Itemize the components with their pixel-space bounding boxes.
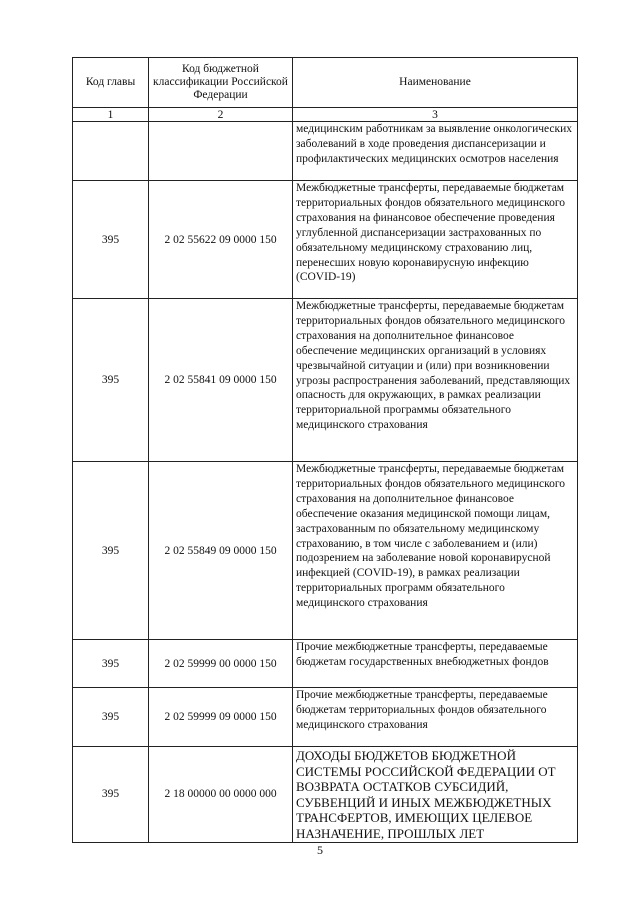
table-row [73, 181, 578, 299]
budget-code-cell: 2 02 59999 00 0000 150 [149, 640, 293, 688]
name-cell: Прочие межбюджетные трансферты, передаваемые бюджетам государственных внебюджетных фондов [293, 640, 578, 688]
name-cell: Прочие межбюджетные трансферты, передаваемые бюджетам территориальных фондов обязательного медицинского страхования [293, 688, 578, 747]
column-number: 1 [73, 108, 149, 122]
table-row [73, 688, 578, 747]
table-row [73, 299, 578, 462]
budget-code-cell: 2 02 55849 09 0000 150 [149, 462, 293, 640]
column-numbers-row [73, 108, 578, 122]
table-row [73, 462, 578, 640]
chapter-code-cell: 395 [73, 462, 149, 640]
column-number: 2 [149, 108, 293, 122]
chapter-code-cell: 395 [73, 688, 149, 747]
budget-code-cell: 2 02 55841 09 0000 150 [149, 299, 293, 462]
budget-code-cell: 2 02 55622 09 0000 150 [149, 181, 293, 299]
page-number: 5 [317, 843, 323, 857]
budget-code-cell: 2 18 00000 00 0000 000 [149, 747, 293, 843]
name-cell: Межбюджетные трансферты, передаваемые бюджетам территориальных фондов обязательного медицинского страхования на дополнительное финансовое обеспечение медицинских организаций в условиях чрезвычайной ситуации и (или) при возникновении угрозы распространения заболеваний, представляющих опасность для окружающих, в рамках реализации территориальной программы обязательного медицинского страхования [293, 299, 578, 462]
name-cell: Межбюджетные трансферты, передаваемые бюджетам территориальных фондов обязательного медицинского страхования на финансовое обеспечение проведения углубленной диспансеризации застрахованных по обязательному медицинскому страхованию лиц, перенесших новую коронавирусную инфекцию (COVID-19) [293, 181, 578, 299]
column-number: 3 [293, 108, 578, 122]
name-cell: медицинским работникам за выявление онкологических заболеваний в ходе проведения диспансеризации и профилактических медицинских осмотров населения [293, 122, 578, 181]
table-row [73, 640, 578, 688]
chapter-code-cell: 395 [73, 299, 149, 462]
budget-code-cell: 2 02 59999 09 0000 150 [149, 688, 293, 747]
name-cell: ДОХОДЫ БЮДЖЕТОВ БЮДЖЕТНОЙ СИСТЕМЫ РОССИЙСКОЙ ФЕДЕРАЦИИ ОТ ВОЗВРАТА ОСТАТКОВ СУБСИДИЙ, СУБВЕНЦИЙ И ИНЫХ МЕЖБЮДЖЕТНЫХ ТРАНСФЕРТОВ, ИМЕЮЩИХ ЦЕЛЕВОЕ НАЗНАЧЕНИЕ, ПРОШЛЫХ ЛЕТ [293, 747, 578, 843]
header-name: Наименование [293, 58, 578, 108]
chapter-code-cell: 395 [73, 747, 149, 843]
chapter-code-cell: 395 [73, 181, 149, 299]
header-chapter-code: Код главы [73, 58, 149, 108]
header-budget-code: Код бюджетной классификации Российской Федерации [149, 58, 293, 108]
name-cell: Межбюджетные трансферты, передаваемые бюджетам территориальных фондов обязательного медицинского страхования на дополнительное финансовое обеспечение оказания медицинской помощи лицам, застрахованным по обязательному медицинскому страхованию, в том числе с заболеванием и (или) подозрением на заболевание новой коронавирусной инфекцией (COVID-19), в рамках реализации территориальных программ обязательного медицинского страхования [293, 462, 578, 640]
budget-code-cell [149, 122, 293, 181]
table-header-row [73, 58, 578, 108]
table-row [73, 122, 578, 181]
budget-classification-table [72, 57, 578, 843]
chapter-code-cell [73, 122, 149, 181]
chapter-code-cell: 395 [73, 640, 149, 688]
table-row [73, 747, 578, 843]
